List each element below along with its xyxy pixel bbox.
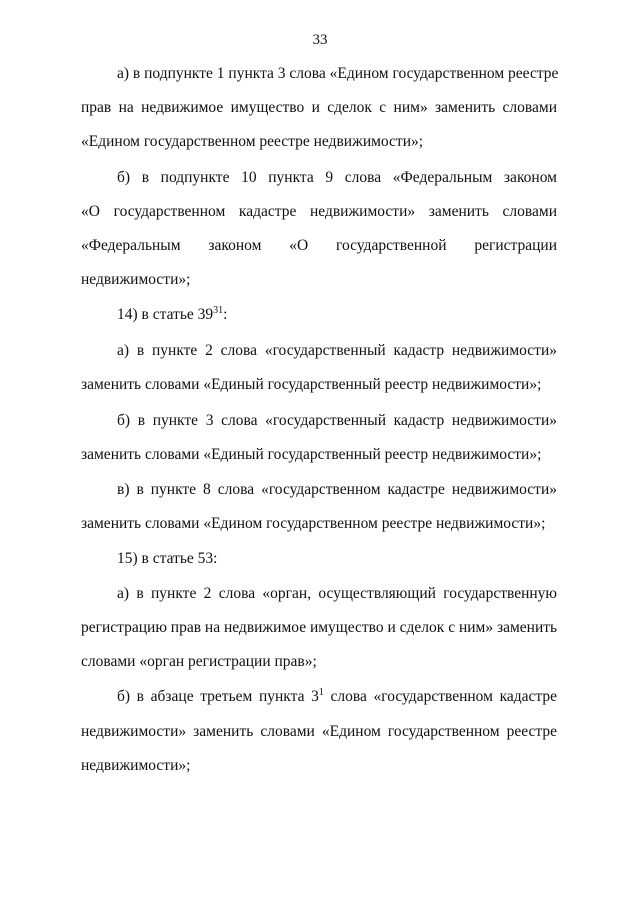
- text-line: 15) в статье 53:: [117, 550, 218, 567]
- line-text: 14) в статье 39: [117, 306, 214, 323]
- text-line: регистрацию прав на недвижимое имущество и сделок с ним» заменить: [81, 619, 558, 636]
- text-line: а) в подпункте 1 пункта 3 слова «Едином государственном реестре: [117, 65, 559, 82]
- text-line: б) в пункте 3 слова «государственный кадастр недвижимости»: [117, 412, 557, 429]
- text-line: б) в подпункте 10 пункта 9 слова «Федеральным законом: [117, 169, 557, 186]
- text-line: недвижимости»;: [81, 757, 191, 774]
- text-line: «О государственном кадастре недвижимости» заменить словами: [81, 203, 557, 220]
- superscript: 31: [213, 304, 224, 316]
- text-line: а) в пункте 2 слова «орган, осуществляющий государственную: [117, 585, 557, 602]
- line-text-after: :: [223, 306, 228, 323]
- superscript: 1: [318, 686, 324, 698]
- line-text-after: слова «государственном кадастре: [323, 688, 557, 705]
- text-line: в) в пункте 8 слова «государственном кадастре недвижимости»: [117, 481, 557, 498]
- text-line: «Едином государственном реестре недвижимости»;: [81, 133, 424, 150]
- text-line: прав на недвижимое имущество и сделок с ним» заменить словами: [81, 99, 557, 116]
- line-text: б) в абзаце третьем пункта 3: [117, 688, 319, 705]
- page-number: 33: [312, 32, 328, 48]
- text-line: недвижимости»;: [81, 271, 191, 288]
- text-line: «Федеральным законом «О государственной регистрации: [81, 237, 557, 254]
- text-line: заменить словами «Единый государственный реестр недвижимости»;: [81, 446, 542, 463]
- text-line: недвижимости» заменить словами «Едином государственном реестре: [81, 723, 557, 740]
- text-line: словами «орган регистрации прав»;: [81, 653, 317, 670]
- text-line: [117, 687, 557, 707]
- text-line: а) в пункте 2 слова «государственный кадастр недвижимости»: [117, 342, 557, 359]
- text-line: заменить словами «Едином государственном реестре недвижимости»;: [81, 515, 546, 532]
- text-line: [117, 305, 557, 325]
- text-line: заменить словами «Единый государственный реестр недвижимости»;: [81, 376, 542, 393]
